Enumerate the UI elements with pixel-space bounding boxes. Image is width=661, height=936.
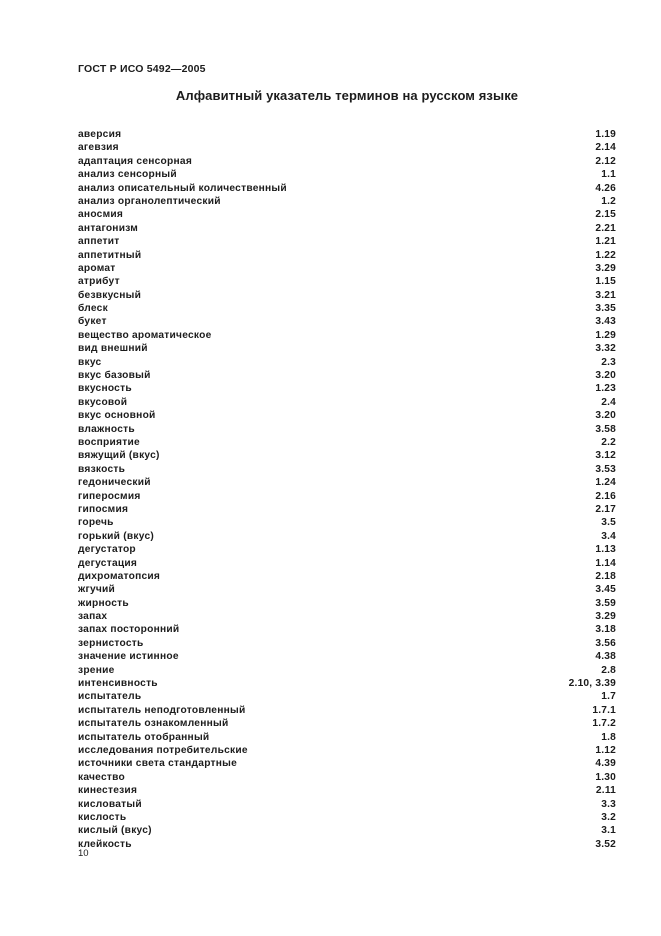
- term-ref: 2.15: [595, 209, 616, 221]
- index-entry: [78, 141, 616, 154]
- term-ref: 2.14: [595, 142, 616, 154]
- index-entry: [78, 128, 616, 141]
- index-entry: [78, 570, 616, 583]
- term-label: значение истинное: [78, 651, 179, 663]
- term-label: кинестезия: [78, 785, 138, 797]
- term-ref: 1.14: [595, 557, 616, 569]
- term-ref: 4.39: [595, 758, 616, 770]
- term-label: жирность: [78, 597, 129, 609]
- index-entry: [78, 771, 616, 784]
- term-label: анализ органолептический: [78, 195, 221, 207]
- term-ref: 3.20: [595, 410, 616, 422]
- term-label: исследования потребительские: [78, 744, 248, 756]
- term-label: аппетит: [78, 236, 120, 248]
- term-label: горький (вкус): [78, 530, 154, 542]
- index-entry: [78, 650, 616, 663]
- index-entry: [78, 717, 616, 730]
- index-entry: [78, 463, 616, 476]
- term-ref: 3.4: [601, 530, 616, 542]
- term-label: вязкость: [78, 463, 126, 475]
- term-label: источники света стандартные: [78, 758, 238, 770]
- index-entry: [78, 543, 616, 556]
- term-ref: 1.13: [595, 544, 616, 556]
- term-label: аносмия: [78, 209, 124, 221]
- term-label: интенсивность: [78, 678, 158, 690]
- term-label: вкус основной: [78, 410, 156, 422]
- index-entry: [78, 329, 616, 342]
- index-entry: [78, 315, 616, 328]
- index-entry: [78, 222, 616, 235]
- index-entry: [78, 396, 616, 409]
- term-ref: 1.1: [601, 169, 616, 181]
- term-label: адаптация сенсорная: [78, 155, 193, 167]
- term-ref: 4.26: [595, 182, 616, 194]
- index-entry: [78, 731, 616, 744]
- index-entry: [78, 530, 616, 543]
- term-label: аромат: [78, 262, 116, 274]
- term-ref: 3.20: [595, 370, 616, 382]
- index-entry: [78, 436, 616, 449]
- term-ref: 3.53: [595, 463, 616, 475]
- term-ref: 1.7: [601, 691, 616, 703]
- index-entry: [78, 704, 616, 717]
- index-entry: [78, 382, 616, 395]
- term-label: зрение: [78, 664, 115, 676]
- index-entry: [78, 583, 616, 596]
- term-label: восприятие: [78, 436, 140, 448]
- term-ref: 3.56: [595, 637, 616, 649]
- term-ref: 1.7.2: [592, 718, 616, 730]
- term-ref: 3.43: [595, 316, 616, 328]
- term-ref: 2.16: [595, 490, 616, 502]
- term-ref: 1.23: [595, 383, 616, 395]
- index-entry: [78, 155, 616, 168]
- term-label: вкус: [78, 356, 102, 368]
- term-ref: 3.45: [595, 584, 616, 596]
- term-label: атрибут: [78, 276, 120, 288]
- term-ref: 2.11: [595, 785, 616, 797]
- term-ref: 3.32: [595, 343, 616, 355]
- index-entry: [78, 490, 616, 503]
- term-ref: 2.4: [601, 396, 616, 408]
- term-ref: 3.52: [595, 838, 616, 850]
- term-label: вещество ароматическое: [78, 329, 212, 341]
- term-ref: 3.29: [595, 262, 616, 274]
- term-ref: 3.3: [601, 798, 616, 810]
- term-label: зернистость: [78, 637, 144, 649]
- term-ref: 3.18: [595, 624, 616, 636]
- index-entry: [78, 195, 616, 208]
- term-ref: 3.12: [595, 450, 616, 462]
- page-number: 10: [78, 848, 89, 859]
- term-label: дегустатор: [78, 544, 136, 556]
- term-label: испытатель ознакомленный: [78, 718, 229, 730]
- term-label: испытатель: [78, 691, 142, 703]
- term-ref: 1.21: [595, 236, 616, 248]
- term-label: испытатель отобранный: [78, 731, 210, 743]
- term-label: безвкусный: [78, 289, 142, 301]
- term-ref: 2.2: [601, 436, 616, 448]
- term-label: влажность: [78, 423, 135, 435]
- term-label: агевзия: [78, 142, 119, 154]
- term-ref: 3.21: [595, 289, 616, 301]
- index-entry: [78, 208, 616, 221]
- term-ref: 3.2: [601, 811, 616, 823]
- term-label: качество: [78, 771, 125, 783]
- index-entry: [78, 690, 616, 703]
- index-entry: [78, 838, 616, 851]
- index-entry: [78, 597, 616, 610]
- term-label: вкус базовый: [78, 370, 151, 382]
- term-label: кисловатый: [78, 798, 142, 810]
- index-entry: [78, 409, 616, 422]
- index-entry: [78, 610, 616, 623]
- term-ref: 1.30: [595, 771, 616, 783]
- index-entry: [78, 811, 616, 824]
- index-entry: [78, 664, 616, 677]
- index-entry: [78, 637, 616, 650]
- index-entry: [78, 302, 616, 315]
- index-entry: [78, 757, 616, 770]
- term-ref: 1.22: [595, 249, 616, 261]
- index-entry: [78, 449, 616, 462]
- term-label: гиперосмия: [78, 490, 141, 502]
- term-label: анализ описательный количественный: [78, 182, 287, 194]
- term-ref: 1.24: [595, 477, 616, 489]
- term-label: вкусность: [78, 383, 132, 395]
- term-ref: 4.38: [595, 651, 616, 663]
- index-entry: [78, 557, 616, 570]
- term-label: испытатель неподготовленный: [78, 704, 246, 716]
- index-entry: [78, 744, 616, 757]
- term-label: кислость: [78, 811, 127, 823]
- term-label: клейкость: [78, 838, 132, 850]
- term-label: гедонический: [78, 477, 151, 489]
- term-label: вид внешний: [78, 343, 148, 355]
- index-entry: [78, 423, 616, 436]
- term-label: дегустация: [78, 557, 138, 569]
- term-label: аппетитный: [78, 249, 142, 261]
- term-ref: 3.29: [595, 611, 616, 623]
- index-entry: [78, 356, 616, 369]
- term-ref: 2.17: [595, 503, 616, 515]
- term-ref: 3.35: [595, 303, 616, 315]
- term-label: гипосмия: [78, 503, 129, 515]
- index-entry: [78, 824, 616, 837]
- index-list: [78, 128, 616, 851]
- index-entry: [78, 168, 616, 181]
- index-entry: [78, 798, 616, 811]
- term-label: анализ сенсорный: [78, 169, 177, 181]
- term-label: вкусовой: [78, 396, 128, 408]
- term-label: горечь: [78, 517, 114, 529]
- index-entry: [78, 262, 616, 275]
- term-ref: 3.1: [601, 825, 616, 837]
- term-ref: 2.8: [601, 664, 616, 676]
- term-ref: 1.15: [595, 276, 616, 288]
- index-entry: [78, 476, 616, 489]
- term-label: вяжущий (вкус): [78, 450, 160, 462]
- term-ref: 2.3: [601, 356, 616, 368]
- term-ref: 2.10, 3.39: [568, 678, 616, 690]
- term-label: букет: [78, 316, 107, 328]
- term-ref: 1.19: [595, 129, 616, 140]
- index-entry: [78, 235, 616, 248]
- term-ref: 3.59: [595, 597, 616, 609]
- term-label: дихроматопсия: [78, 570, 161, 582]
- term-label: жгучий: [78, 584, 116, 596]
- index-entry: [78, 677, 616, 690]
- term-label: кислый (вкус): [78, 825, 152, 837]
- term-ref: 1.8: [601, 731, 616, 743]
- term-label: аверсия: [78, 129, 122, 140]
- term-ref: 3.58: [595, 423, 616, 435]
- term-label: блеск: [78, 303, 108, 315]
- document-code: ГОСТ Р ИСО 5492—2005: [78, 63, 206, 75]
- term-ref: 2.12: [595, 155, 616, 167]
- term-ref: 1.7.1: [592, 704, 616, 716]
- index-entry: [78, 516, 616, 529]
- term-ref: 2.21: [595, 222, 616, 234]
- page-title: Алфавитный указатель терминов на русском языке: [175, 88, 519, 103]
- index-entry: [78, 342, 616, 355]
- term-ref: 2.18: [595, 570, 616, 582]
- index-entry: [78, 784, 616, 797]
- index-entry: [78, 289, 616, 302]
- term-ref: 1.12: [595, 744, 616, 756]
- term-label: запах: [78, 611, 108, 623]
- index-entry: [78, 182, 616, 195]
- term-ref: 3.5: [601, 517, 616, 529]
- term-ref: 1.2: [601, 195, 616, 207]
- index-entry: [78, 503, 616, 516]
- term-label: запах посторонний: [78, 624, 180, 636]
- term-ref: 1.29: [595, 329, 616, 341]
- index-entry: [78, 249, 616, 262]
- index-entry: [78, 623, 616, 636]
- term-label: антагонизм: [78, 222, 139, 234]
- index-entry: [78, 369, 616, 382]
- index-entry: [78, 275, 616, 288]
